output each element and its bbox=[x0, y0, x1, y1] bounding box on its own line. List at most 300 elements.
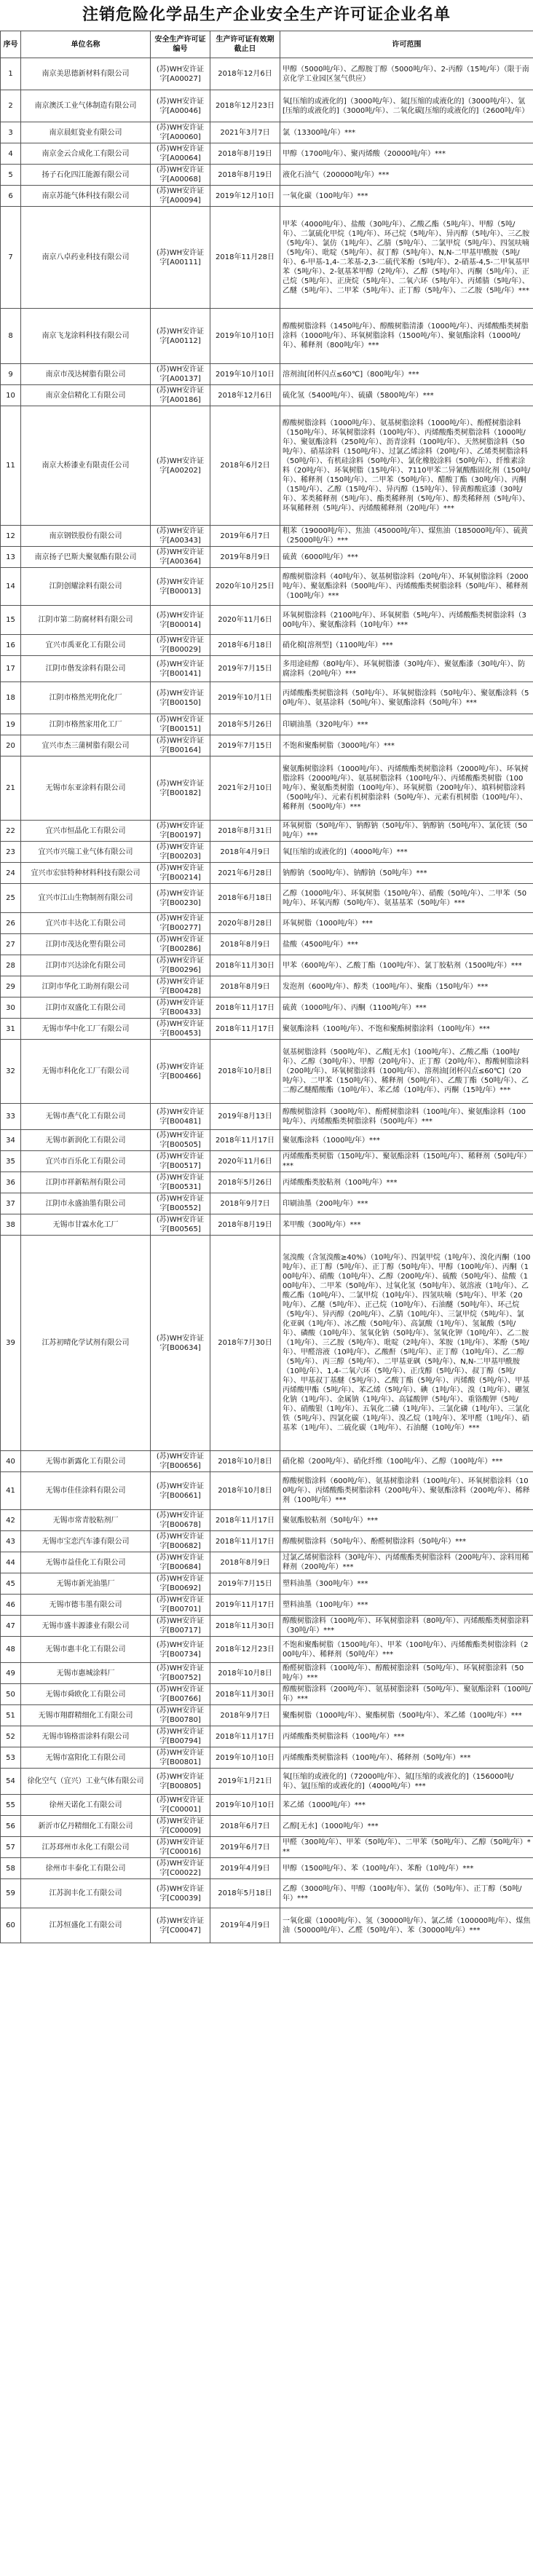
license-number: (苏)WH安许证字[A00064] bbox=[151, 143, 210, 165]
company-name: 南京扬子巴斯夫聚氨酯有限公司 bbox=[21, 547, 151, 568]
expiry-date: 2018年11月17日 bbox=[210, 997, 280, 1019]
expiry-date: 2018年9月7日 bbox=[210, 1705, 280, 1726]
row-index: 42 bbox=[1, 1510, 21, 1531]
expiry-date: 2018年8月19日 bbox=[210, 143, 280, 165]
table-row bbox=[1, 1531, 533, 1552]
company-name: 无锡市惠城涂料厂 bbox=[21, 1663, 151, 1684]
license-scope: 苯乙烯（1000吨/年）*** bbox=[280, 1795, 533, 1816]
table-row bbox=[1, 635, 533, 656]
expiry-date: 2018年11月17日 bbox=[210, 1019, 280, 1040]
license-number: (苏)WH安许证字[A00111] bbox=[151, 207, 210, 309]
license-number: (苏)WH安许证字[B00182] bbox=[151, 756, 210, 821]
company-name: 江阴创耀涂料有限公司 bbox=[21, 568, 151, 606]
header-license-no: 安全生产许可证编号 bbox=[151, 31, 210, 58]
row-index: 40 bbox=[1, 1451, 21, 1472]
license-number: (苏)WH安许证字[B00634] bbox=[151, 1236, 210, 1451]
table-header-row bbox=[1, 31, 533, 58]
table-row bbox=[1, 385, 533, 406]
expiry-date: 2019年4月9日 bbox=[210, 1908, 280, 1943]
expiry-date: 2018年6月18日 bbox=[210, 884, 280, 913]
company-name: 南京大桥漆业有限责任公司 bbox=[21, 406, 151, 526]
license-scope: 醇酸树脂涂料（1000吨/年）、氨基树脂涂料（1000吨/年）、酚醛树脂涂料（150吨/年）、环氧树脂涂料（100吨/年）、丙烯酸酯类树脂涂料（1000吨/年）、聚氨酯涂料（250吨/年）、沥青涂料（100吨/年）、天然树脂涂料（50吨/年）、硝基涂料（150吨/年）、过氯乙烯涂料（20吨/年）、乙烯类树脂涂料（50吨/年）、有机硅涂料（50吨/年）、氯化橡胶涂料（50吨/年）、纤维素涂料（20吨/年）、环氧树脂（15吨/年）、7110甲苯二异氰酸酯固化剂（150吨/年）、稀释剂（150吨/年）、二甲苯（50吨/年）、醋酸丁酯（30吨/年）、丙酮（15吨/年）、乙醇（15吨/年）、异丙醇（15吨/年）、锌黄醇酸底漆（30吨/年）、苯类稀释剂（5吨/年）、酯类稀释剂（5吨/年）、醇类稀释剂（5吨/年）、环氧稀释剂（5吨/年）、丙烯酸稀释剂（20吨/年）*** bbox=[280, 406, 533, 526]
row-index: 31 bbox=[1, 1019, 21, 1040]
license-number: (苏)WH安许证字[B00565] bbox=[151, 1214, 210, 1236]
license-number: (苏)WH安许证字[C00009] bbox=[151, 1816, 210, 1837]
license-scope: 印刷油墨（200吨/年）*** bbox=[280, 1193, 533, 1214]
expiry-date: 2018年12月6日 bbox=[210, 58, 280, 90]
license-scope: 硝化棉[溶剂型]（1100吨/年）*** bbox=[280, 635, 533, 656]
row-index: 26 bbox=[1, 913, 21, 934]
table-row bbox=[1, 1816, 533, 1837]
expiry-date: 2019年10月10日 bbox=[210, 309, 280, 364]
header-company: 单位名称 bbox=[21, 31, 151, 58]
expiry-date: 2018年5月26日 bbox=[210, 1172, 280, 1193]
company-name: 江阴市祥新粘剂有限公司 bbox=[21, 1172, 151, 1193]
table-row bbox=[1, 1663, 533, 1684]
company-name: 扬子石化四江能源有限公司 bbox=[21, 165, 151, 186]
table-row bbox=[1, 143, 533, 165]
expiry-date: 2018年10月8日 bbox=[210, 1040, 280, 1104]
table-row bbox=[1, 1879, 533, 1908]
license-scope: 乙醇（1000吨/年）、环氧树脂（150吨/年）、硝酸（50吨/年）、二甲苯（50吨/年）、环氧丙醇（50吨/年）、氨基基苯（50吨/年）*** bbox=[280, 884, 533, 913]
table-row bbox=[1, 1214, 533, 1236]
expiry-date: 2019年6月7日 bbox=[210, 1837, 280, 1858]
table-row bbox=[1, 207, 533, 309]
row-index: 28 bbox=[1, 955, 21, 976]
company-name: 无锡市益佳化工有限公司 bbox=[21, 1552, 151, 1573]
license-number: (苏)WH安许证字[B00766] bbox=[151, 1684, 210, 1705]
table-row bbox=[1, 309, 533, 364]
expiry-date: 2019年11月17日 bbox=[210, 1595, 280, 1616]
license-scope: 聚氨酯树脂涂料（1000吨/年）、丙烯酸酯类树脂涂料（2000吨/年）、环氧树脂涂料（2000吨/年）、氨基树脂涂料（100吨/年）、丙烯酸酯类树脂（100吨/年）、聚氨酯类树脂（100吨/年）、环氧树脂（200吨/年）、填料树脂涂料（500吨/年）、元素有机树脂涂料（50吨/年）、元素有机树脂（100吨/年）、稀释剂（500吨/年）*** bbox=[280, 756, 533, 821]
company-name: 宜兴市禹亚化工有限公司 bbox=[21, 635, 151, 656]
company-name: 南京钢铁股份有限公司 bbox=[21, 526, 151, 547]
row-index: 3 bbox=[1, 122, 21, 143]
license-number: (苏)WH安许证字[B00277] bbox=[151, 913, 210, 934]
expiry-date: 2018年12月23日 bbox=[210, 90, 280, 122]
license-number: (苏)WH安许证字[A00137] bbox=[151, 364, 210, 385]
table-row bbox=[1, 756, 533, 821]
row-index: 14 bbox=[1, 568, 21, 606]
expiry-date: 2019年8月9日 bbox=[210, 547, 280, 568]
license-table bbox=[0, 31, 533, 1943]
license-scope: 粗苯（19000吨/年）、焦油（45000吨/年）、煤焦油（185000吨/年）、硫黄（25000吨/年）*** bbox=[280, 526, 533, 547]
company-name: 宜兴市宏驻特种材料科技有限公司 bbox=[21, 863, 151, 884]
table-row bbox=[1, 735, 533, 756]
license-number: (苏)WH安许证字[A00060] bbox=[151, 122, 210, 143]
table-row bbox=[1, 1451, 533, 1472]
table-row bbox=[1, 1552, 533, 1573]
expiry-date: 2018年9月7日 bbox=[210, 1193, 280, 1214]
row-index: 47 bbox=[1, 1616, 21, 1637]
expiry-date: 2018年11月30日 bbox=[210, 1684, 280, 1705]
table-row bbox=[1, 1747, 533, 1769]
license-scope: 醇酸树脂涂料（300吨/年）、酚醛树脂涂料（100吨/年）、聚氨酯涂料（100吨/年）、丙烯酸酯类树脂涂料（500吨/年）*** bbox=[280, 1104, 533, 1130]
row-index: 23 bbox=[1, 842, 21, 863]
license-scope: 硝化棉（200吨/年）、硝化纤维（100吨/年）、乙醇（100吨/年）*** bbox=[280, 1451, 533, 1472]
expiry-date: 2018年6月7日 bbox=[210, 1816, 280, 1837]
table-row bbox=[1, 58, 533, 90]
company-name: 徐州天诺化工有限公司 bbox=[21, 1795, 151, 1816]
table-row bbox=[1, 884, 533, 913]
row-index: 24 bbox=[1, 863, 21, 884]
table-row bbox=[1, 1104, 533, 1130]
row-index: 43 bbox=[1, 1531, 21, 1552]
company-name: 无锡市新露化工有限公司 bbox=[21, 1451, 151, 1472]
company-name: 宜兴市百乐化工有限公司 bbox=[21, 1151, 151, 1172]
company-name: 无锡市盛丰源漆业有限公司 bbox=[21, 1616, 151, 1637]
license-number: (苏)WH安许证字[A00364] bbox=[151, 547, 210, 568]
expiry-date: 2019年10月1日 bbox=[210, 682, 280, 714]
company-name: 江阴市茂达化塑有限公司 bbox=[21, 934, 151, 955]
license-number: (苏)WH安许证字[B00014] bbox=[151, 606, 210, 635]
license-scope: 聚酯树脂（1000吨/年）、聚酯树脂（500吨/年）、苯乙烯（100吨/年）*** bbox=[280, 1705, 533, 1726]
table-row bbox=[1, 821, 533, 842]
expiry-date: 2020年10月25日 bbox=[210, 568, 280, 606]
company-name: 无锡市华中化工厂有限公司 bbox=[21, 1019, 151, 1040]
license-number: (苏)WH安许证字[B00752] bbox=[151, 1663, 210, 1684]
company-name: 宜兴市江山生物制剂有限公司 bbox=[21, 884, 151, 913]
license-scope: 乙醇（3000吨/年）、甲醇（100吨/年）、氯仿（50吨/年）、正丁醇（50吨/年）*** bbox=[280, 1879, 533, 1908]
company-name: 江苏初晴化学试剂有限公司 bbox=[21, 1236, 151, 1451]
license-scope: 甲醇（1700吨/年）、聚丙烯酸（20000吨/年）*** bbox=[280, 143, 533, 165]
row-index: 5 bbox=[1, 165, 21, 186]
license-number: (苏)WH安许证字[A00046] bbox=[151, 90, 210, 122]
expiry-date: 2018年8月9日 bbox=[210, 976, 280, 997]
company-name: 江阴市永盛油墨有限公司 bbox=[21, 1193, 151, 1214]
row-index: 2 bbox=[1, 90, 21, 122]
expiry-date: 2018年11月17日 bbox=[210, 1510, 280, 1531]
license-number: (苏)WH安许证字[A00068] bbox=[151, 165, 210, 186]
row-index: 11 bbox=[1, 406, 21, 526]
row-index: 34 bbox=[1, 1130, 21, 1151]
table-row bbox=[1, 934, 533, 955]
table-row bbox=[1, 364, 533, 385]
row-index: 16 bbox=[1, 635, 21, 656]
company-name: 南京金信精化工有限公司 bbox=[21, 385, 151, 406]
table-row bbox=[1, 913, 533, 934]
table-row bbox=[1, 1236, 533, 1451]
expiry-date: 2019年10月10日 bbox=[210, 364, 280, 385]
expiry-date: 2018年10月8日 bbox=[210, 1472, 280, 1510]
company-name: 无锡市甘霖水化工厂 bbox=[21, 1214, 151, 1236]
row-index: 57 bbox=[1, 1837, 21, 1858]
license-scope: 液化石油气（200000吨/年）*** bbox=[280, 165, 533, 186]
license-scope: 丙烯酸酯类树脂涂料（50吨/年）、环氧树脂涂料（50吨/年）、聚氨酯涂料（50吨/年）、氨基涂料（50吨/年）、聚氨酯涂料（50吨/年）*** bbox=[280, 682, 533, 714]
row-index: 60 bbox=[1, 1908, 21, 1943]
license-number: (苏)WH安许证字[B00661] bbox=[151, 1472, 210, 1510]
company-name: 南京美思德新材料有限公司 bbox=[21, 58, 151, 90]
license-number: (苏)WH安许证字[B00151] bbox=[151, 714, 210, 735]
table-row bbox=[1, 568, 533, 606]
expiry-date: 2018年11月17日 bbox=[210, 1130, 280, 1151]
expiry-date: 2019年10月10日 bbox=[210, 1795, 280, 1816]
company-name: 徐化空气（宜兴）工业气体有限公司 bbox=[21, 1769, 151, 1795]
company-name: 江苏邳州市永化工有限公司 bbox=[21, 1837, 151, 1858]
license-number: (苏)WH安许证字[B00013] bbox=[151, 568, 210, 606]
license-number: (苏)WH安许证字[B00029] bbox=[151, 635, 210, 656]
license-number: (苏)WH安许证字[B00164] bbox=[151, 735, 210, 756]
table-row bbox=[1, 547, 533, 568]
expiry-date: 2020年11月6日 bbox=[210, 606, 280, 635]
license-scope: 醇酸树脂涂料（100吨/年）、环氧树脂涂料（80吨/年）、丙烯酸酯类树脂涂料（30吨/年）*** bbox=[280, 1616, 533, 1637]
license-scope: 氢溴酸（含氢溴酸≥40%）（10吨/年）、四氯甲烷（1吨/年）、溴化丙酮（100吨/年）、正丁醇（5吨/年）、正丁醇（50吨/年）、甲醇（100吨/年）、丙酮（100吨/年）、硝酸（10吨/年）、乙醇（200吨/年）、硫酸（50吨/年）、盐酸（100吨/年）、二甲苯（50吨/年）、过氧化氢（50吨/年）、氨溶液（1吨/年）、乙酸乙酯（10吨/年）、二氯甲烷（10吨/年）、四氢呋喃（5吨/年）、甲苯（20吨/年）、乙醚（5吨/年）、正己烷（10吨/年）、石油醚（50吨/年）、环己烷（5吨/年）、异丙醇（20吨/年）、乙腈（10吨/年）、三氯甲烷（5吨/年）、氯化亚砜（1吨/年）、冰乙酸（50吨/年）、高氯酸（1吨/年）、氢氟酸（5吨/年）、磷酸（10吨/年）、氢氧化钠（50吨/年）、氢氧化钾（10吨/年）、乙二胺（1吨/年）、三乙胺（5吨/年）、吡啶（2吨/年）、苯胺（1吨/年）、苯酚（5吨/年）、甲醛溶液（10吨/年）、乙酸酐（5吨/年）、正丁醇（10吨/年）、乙二醇（5吨/年）、丙三醇（5吨/年）、二甲基亚砜（5吨/年）、N,N-二甲基甲酰胺（10吨/年）、1,4-二氧六环（5吨/年）、正戊醇（5吨/年）、叔丁醇（5吨/年）、甲基叔丁基醚（5吨/年）、乙酸丁酯（5吨/年）、丙烯酸（5吨/年）、甲基丙烯酸甲酯（5吨/年）、苯乙烯（5吨/年）、碘（1吨/年）、溴（1吨/年）、硼氢化钠（1吨/年）、金属钠（1吨/年）、高锰酸钾（5吨/年）、重铬酸钾（5吨/年）、硝酸银（1吨/年）、五氧化二磷（1吨/年）、三氯化磷（1吨/年）、三氯化铁（5吨/年）、四氯化碳（1吨/年）、溴乙烷（1吨/年）、苯甲醛（1吨/年）、硝基苯（1吨/年）、二硫化碳（1吨/年）、石油醚（10吨/年）*** bbox=[280, 1236, 533, 1451]
license-scope: 聚氨酯涂料（1000吨/年）*** bbox=[280, 1130, 533, 1151]
company-name: 无锡市德韦墨有限公司 bbox=[21, 1595, 151, 1616]
row-index: 10 bbox=[1, 385, 21, 406]
expiry-date: 2018年11月17日 bbox=[210, 1726, 280, 1747]
license-number: (苏)WH安许证字[A00202] bbox=[151, 406, 210, 526]
row-index: 25 bbox=[1, 884, 21, 913]
row-index: 44 bbox=[1, 1552, 21, 1573]
row-index: 1 bbox=[1, 58, 21, 90]
license-number: (苏)WH安许证字[B00701] bbox=[151, 1595, 210, 1616]
expiry-date: 2018年12月6日 bbox=[210, 385, 280, 406]
license-scope: 醇酸树脂涂料（200吨/年）、氨基树脂涂料（50吨/年）、聚氨酯涂料（100吨/年）*** bbox=[280, 1684, 533, 1705]
expiry-date: 2018年10月8日 bbox=[210, 1451, 280, 1472]
company-name: 江苏恒盛化工有限公司 bbox=[21, 1908, 151, 1943]
header-index: 序号 bbox=[1, 31, 21, 58]
table-row bbox=[1, 1637, 533, 1663]
expiry-date: 2021年3月7日 bbox=[210, 122, 280, 143]
company-name: 江阴市双盛化工有限公司 bbox=[21, 997, 151, 1019]
company-name: 南京飞龙涂料科技有限公司 bbox=[21, 309, 151, 364]
expiry-date: 2018年11月17日 bbox=[210, 1531, 280, 1552]
license-scope: 甲苯（600吨/年）、乙酸丁酯（100吨/年）、氯丁胶粘剂（1500吨/年）*** bbox=[280, 955, 533, 976]
row-index: 30 bbox=[1, 997, 21, 1019]
license-number: (苏)WH安许证字[B00805] bbox=[151, 1769, 210, 1795]
company-name: 无锡市翔群精细化工有限公司 bbox=[21, 1705, 151, 1726]
license-number: (苏)WH安许证字[B00505] bbox=[151, 1130, 210, 1151]
license-number: (苏)WH安许证字[B00481] bbox=[151, 1104, 210, 1130]
company-name: 宜兴市兴瑞工业气体有限公司 bbox=[21, 842, 151, 863]
expiry-date: 2019年7月15日 bbox=[210, 656, 280, 682]
license-scope: 溶剂油[闭杯闪点≤60℃]（800吨/年）*** bbox=[280, 364, 533, 385]
company-name: 无锡市常青胶粘剂厂 bbox=[21, 1510, 151, 1531]
license-number: (苏)WH安许证字[B00214] bbox=[151, 863, 210, 884]
company-name: 无锡市舜欧化工有限公司 bbox=[21, 1684, 151, 1705]
company-name: 新沂市亿丹精细化工有限公司 bbox=[21, 1816, 151, 1837]
row-index: 33 bbox=[1, 1104, 21, 1130]
table-row bbox=[1, 406, 533, 526]
license-number: (苏)WH安许证字[A00094] bbox=[151, 186, 210, 207]
license-scope: 环氧树脂（1000吨/年）*** bbox=[280, 913, 533, 934]
page-title: 注销危险化学品生产企业安全生产许可证企业名单 bbox=[82, 6, 451, 24]
row-index: 8 bbox=[1, 309, 21, 364]
row-index: 4 bbox=[1, 143, 21, 165]
table-row bbox=[1, 606, 533, 635]
table-row bbox=[1, 682, 533, 714]
row-index: 22 bbox=[1, 821, 21, 842]
license-number: (苏)WH安许证字[B00141] bbox=[151, 656, 210, 682]
row-index: 29 bbox=[1, 976, 21, 997]
license-number: (苏)WH安许证字[B00428] bbox=[151, 976, 210, 997]
license-scope: 一氧化碳（1000吨/年）、氢（30000吨/年）、氯乙烯（100000吨/年）、煤焦油（50000吨/年）、乙醛（50吨/年）、苯（30000吨/年）*** bbox=[280, 1908, 533, 1943]
row-index: 55 bbox=[1, 1795, 21, 1816]
row-index: 21 bbox=[1, 756, 21, 821]
license-scope: 乙醇[无水]（1000吨/年）*** bbox=[280, 1816, 533, 1837]
license-number: (苏)WH安许证字[B00203] bbox=[151, 842, 210, 863]
row-index: 20 bbox=[1, 735, 21, 756]
table-row bbox=[1, 1769, 533, 1795]
license-number: (苏)WH安许证字[B00466] bbox=[151, 1040, 210, 1104]
expiry-date: 2019年6月7日 bbox=[210, 526, 280, 547]
license-scope: 盐酸（4500吨/年）*** bbox=[280, 934, 533, 955]
company-name: 江阴市格然光明化化厂 bbox=[21, 682, 151, 714]
company-name: 南京苏能气体科技有限公司 bbox=[21, 186, 151, 207]
license-number: (苏)WH安许证字[B00734] bbox=[151, 1637, 210, 1663]
expiry-date: 2019年7月15日 bbox=[210, 735, 280, 756]
license-scope: 环氧树脂（50吨/年）、钠醇钠（50吨/年）、钠醇钠（50吨/年）、氯化镁（50吨/年）*** bbox=[280, 821, 533, 842]
expiry-date: 2021年6月28日 bbox=[210, 863, 280, 884]
expiry-date: 2018年6月18日 bbox=[210, 635, 280, 656]
expiry-date: 2018年11月30日 bbox=[210, 1616, 280, 1637]
expiry-date: 2019年12月10日 bbox=[210, 186, 280, 207]
license-number: (苏)WH安许证字[B00150] bbox=[151, 682, 210, 714]
table-row bbox=[1, 1019, 533, 1040]
table-row bbox=[1, 1472, 533, 1510]
row-index: 36 bbox=[1, 1172, 21, 1193]
license-scope: 丙烯酸酯类树脂涂料（100吨/年）*** bbox=[280, 1726, 533, 1747]
company-name: 江阴市兴达涂化有限公司 bbox=[21, 955, 151, 976]
license-scope: 氧[压缩的或液化的]（72000吨/年）、氮[压缩的或液化的]（156000吨/年）、氩[压缩的或液化的]（4000吨/年）*** bbox=[280, 1769, 533, 1795]
license-scope: 丙烯酸酯类树脂（150吨/年）、聚氨酯涂料（150吨/年）、稀释剂（50吨/年）*** bbox=[280, 1151, 533, 1172]
company-name: 无锡市新润化工有限公司 bbox=[21, 1130, 151, 1151]
table-row bbox=[1, 1172, 533, 1193]
expiry-date: 2018年8月9日 bbox=[210, 934, 280, 955]
license-number: (苏)WH安许证字[A00112] bbox=[151, 309, 210, 364]
license-scope: 塑料油墨（300吨/年）*** bbox=[280, 1573, 533, 1595]
row-index: 41 bbox=[1, 1472, 21, 1510]
table-row bbox=[1, 714, 533, 735]
row-index: 27 bbox=[1, 934, 21, 955]
row-index: 49 bbox=[1, 1663, 21, 1684]
license-number: (苏)WH安许证字[B00286] bbox=[151, 934, 210, 955]
table-row bbox=[1, 976, 533, 997]
license-scope: 塑料油墨（100吨/年）*** bbox=[280, 1595, 533, 1616]
license-number: (苏)WH安许证字[B00794] bbox=[151, 1726, 210, 1747]
expiry-date: 2018年12月23日 bbox=[210, 1637, 280, 1663]
expiry-date: 2021年2月10日 bbox=[210, 756, 280, 821]
license-number: (苏)WH安许证字[B00230] bbox=[151, 884, 210, 913]
company-name: 江阴市偕发涂料有限公司 bbox=[21, 656, 151, 682]
row-index: 39 bbox=[1, 1236, 21, 1451]
table-row bbox=[1, 90, 533, 122]
expiry-date: 2018年10月8日 bbox=[210, 1663, 280, 1684]
license-scope: 不饱和聚酯树脂（1500吨/年）、甲苯（100吨/年）、丙烯酸酯类树脂涂料（200吨/年）、稀释剂（50吨/年）*** bbox=[280, 1637, 533, 1663]
company-name: 宜兴市杰三蒲树脂有限公司 bbox=[21, 735, 151, 756]
company-name: 南京晨虹瓷业有限公司 bbox=[21, 122, 151, 143]
expiry-date: 2019年1月21日 bbox=[210, 1769, 280, 1795]
license-scope: 聚氨酯涂料（100吨/年）、不饱和聚酯树脂涂料（100吨/年）*** bbox=[280, 1019, 533, 1040]
table-row bbox=[1, 1510, 533, 1531]
table-row bbox=[1, 842, 533, 863]
row-index: 48 bbox=[1, 1637, 21, 1663]
license-scope: 丙烯酸酯类胶粘剂（100吨/年）*** bbox=[280, 1172, 533, 1193]
table-row bbox=[1, 1040, 533, 1104]
table-row bbox=[1, 1616, 533, 1637]
company-name: 南京市茂达树脂有限公司 bbox=[21, 364, 151, 385]
company-name: 无锡市锦格雷涂料有限公司 bbox=[21, 1726, 151, 1747]
row-index: 9 bbox=[1, 364, 21, 385]
company-name: 徐州市丰泰化工有限公司 bbox=[21, 1858, 151, 1879]
license-number: (苏)WH安许证字[B00453] bbox=[151, 1019, 210, 1040]
license-number: (苏)WH安许证字[B00682] bbox=[151, 1531, 210, 1552]
table-body bbox=[1, 58, 533, 1943]
license-scope: 氧[压缩的或液化的]（3000吨/年）、氮[压缩的或液化的]（3000吨/年）、氩[压缩的或液化的]（3000吨/年）、二氧化碳[压缩的或液化的]（2600吨/年） bbox=[280, 90, 533, 122]
table-row bbox=[1, 1908, 533, 1943]
table-row bbox=[1, 656, 533, 682]
table-row bbox=[1, 1795, 533, 1816]
expiry-date: 2019年8月13日 bbox=[210, 1104, 280, 1130]
license-scope: 硫黄（6000吨/年）*** bbox=[280, 547, 533, 568]
expiry-date: 2019年4月9日 bbox=[210, 1858, 280, 1879]
license-number: (苏)WH安许证字[B00717] bbox=[151, 1616, 210, 1637]
company-name: 江阴市格然家用化工厂 bbox=[21, 714, 151, 735]
table-row bbox=[1, 122, 533, 143]
license-scope: 不饱和聚酯树脂（3000吨/年）*** bbox=[280, 735, 533, 756]
row-index: 12 bbox=[1, 526, 21, 547]
row-index: 35 bbox=[1, 1151, 21, 1172]
expiry-date: 2018年11月30日 bbox=[210, 955, 280, 976]
table-row bbox=[1, 1573, 533, 1595]
company-name: 无锡市惠丰化工有限公司 bbox=[21, 1637, 151, 1663]
license-scope: 氧[压缩的或液化的]（4000吨/年）*** bbox=[280, 842, 533, 863]
table-row bbox=[1, 1705, 533, 1726]
company-name: 无锡市新光油墨厂 bbox=[21, 1573, 151, 1595]
license-scope: 氯（13300吨/年）*** bbox=[280, 122, 533, 143]
license-scope: 多用途硅醇（80吨/年）、环氧树脂漆（30吨/年）、聚氨酯漆（30吨/年）、防腐涂料（20吨/年）*** bbox=[280, 656, 533, 682]
row-index: 58 bbox=[1, 1858, 21, 1879]
license-scope: 酚醛树脂涂料（100吨/年）、醇酸树脂涂料（50吨/年）、环氧树脂涂料（50吨/年）*** bbox=[280, 1663, 533, 1684]
company-name: 无锡市东亚涂料有限公司 bbox=[21, 756, 151, 821]
table-row bbox=[1, 1151, 533, 1172]
company-name: 江阴市第二防腐材料有限公司 bbox=[21, 606, 151, 635]
expiry-date: 2019年7月15日 bbox=[210, 1573, 280, 1595]
license-number: (苏)WH安许证字[C00022] bbox=[151, 1858, 210, 1879]
row-index: 52 bbox=[1, 1726, 21, 1747]
license-scope: 苯甲酸（300吨/年）*** bbox=[280, 1214, 533, 1236]
license-scope: 硫黄（1000吨/年）、丙酮（1100吨/年）*** bbox=[280, 997, 533, 1019]
license-scope: 甲醇（5000吨/年）、乙醇胺丁醇（5000吨/年）、2-丙醇（15吨/年）（限于南京化学工业园区氢气供应） bbox=[280, 58, 533, 90]
company-name: 无锡市宝恋汽车漆有限公司 bbox=[21, 1531, 151, 1552]
license-number: (苏)WH安许证字[B00656] bbox=[151, 1451, 210, 1472]
table-row bbox=[1, 1684, 533, 1705]
row-index: 32 bbox=[1, 1040, 21, 1104]
expiry-date: 2019年10月10日 bbox=[210, 1747, 280, 1769]
license-number: (苏)WH安许证字[B00552] bbox=[151, 1193, 210, 1214]
license-scope: 醇酸树脂涂料（600吨/年）、氨基树脂涂料（100吨/年）、环氧树脂涂料（100吨/年）、丙烯酸酯类树脂涂料（200吨/年）、聚氨酯涂料（200吨/年）、稀释剂（100吨/年）*** bbox=[280, 1472, 533, 1510]
company-name: 南京八卓药业科技有限公司 bbox=[21, 207, 151, 309]
table-row bbox=[1, 186, 533, 207]
expiry-date: 2018年5月26日 bbox=[210, 714, 280, 735]
expiry-date: 2018年8月19日 bbox=[210, 1214, 280, 1236]
table-row bbox=[1, 997, 533, 1019]
company-name: 无锡市科化化工厂有限公司 bbox=[21, 1040, 151, 1104]
license-number: (苏)WH安许证字[C00039] bbox=[151, 1879, 210, 1908]
table-row bbox=[1, 1130, 533, 1151]
license-number: (苏)WH安许证字[C00016] bbox=[151, 1837, 210, 1858]
row-index: 50 bbox=[1, 1684, 21, 1705]
license-scope: 硫化氢（5400吨/年）、硫磺（5800吨/年）*** bbox=[280, 385, 533, 406]
row-index: 59 bbox=[1, 1879, 21, 1908]
row-index: 51 bbox=[1, 1705, 21, 1726]
row-index: 38 bbox=[1, 1214, 21, 1236]
license-number: (苏)WH安许证字[C00001] bbox=[151, 1795, 210, 1816]
license-scope: 醇酸树脂涂料（40吨/年）、氨基树脂涂料（20吨/年）、环氧树脂涂料（2000吨/年）、聚氨酯涂料（500吨/年）、丙烯酸酯类树脂涂料（50吨/年）、稀释剂（100吨/年）*** bbox=[280, 568, 533, 606]
expiry-date: 2018年6月2日 bbox=[210, 406, 280, 526]
license-scope: 醇酸树脂涂料（1450吨/年）、醇酸树脂清漆（1000吨/年）、丙烯酸酯类树脂涂料（1000吨/年）、环氧树脂涂料（1500吨/年）、聚氨酯涂料（1000吨/年）、稀释剂（800吨/年）*** bbox=[280, 309, 533, 364]
